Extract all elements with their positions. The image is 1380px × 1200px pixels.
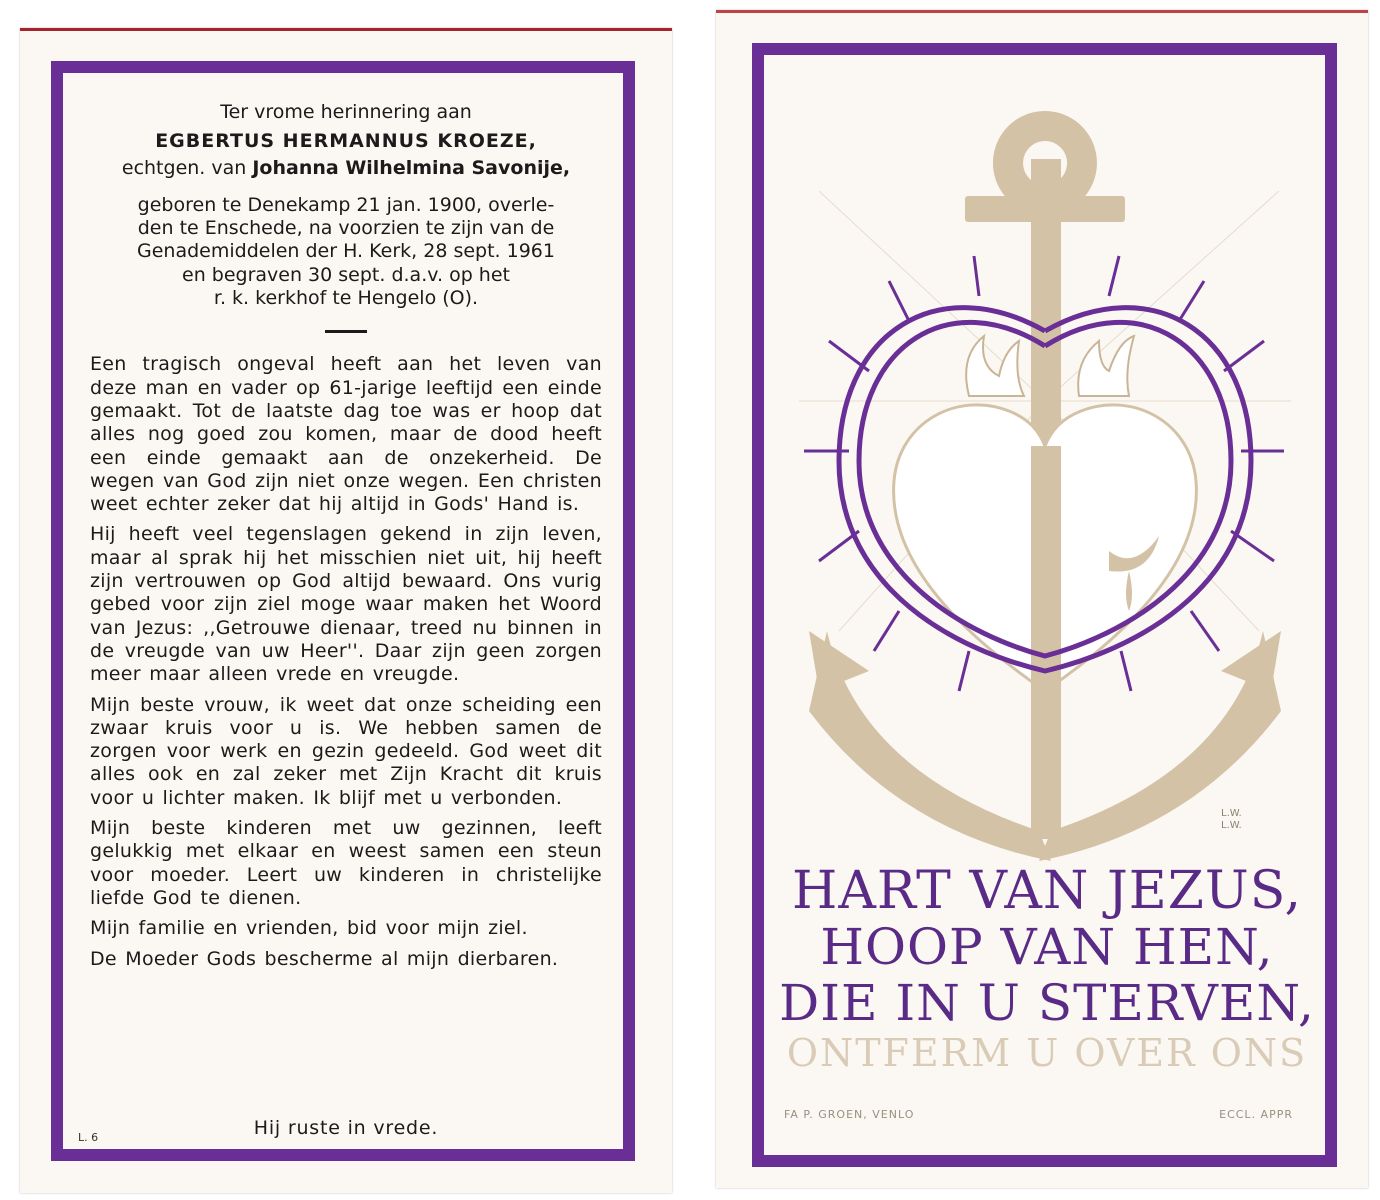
deceased-name: EGBERTUS HERMANNUS KROEZE, (155, 130, 537, 153)
birth-line: geboren te Denekamp 21 jan. 1900, overle- (137, 193, 555, 216)
birth-death-block (90, 194, 602, 310)
paragraph: Mijn familie en vrienden, bid voor mijn ziel. (90, 917, 528, 940)
paragraph: Hij heeft veel tegenslagen gekend in zijn leven, maar al sprak hij het misschien niet uit, hij heeft zijn vertrouwen op God altijd bewaard. Ons vurig gebed voor zijn ziel moge waar maken het Woord van Jezus: ,,Getrouwe dienaar, treed nu binnen in de vreugde van uw Heer''. Daar zijn geen zorgen meer maar alleen vrede en vreugde. (90, 523, 602, 686)
memorial-card-text-side (20, 28, 672, 1193)
motto-line: DIE IN U STERVEN, (779, 974, 1315, 1032)
divider-rule (325, 330, 367, 333)
paragraph: Mijn beste kinderen met uw gezinnen, leeft gelukkig met elkaar en weest samen een steun voor moeder. Leert uw kinderen in christelijke liefde God te dienen. (90, 817, 602, 909)
ecclesiastical-approval: ECCL. APPR (1219, 1108, 1293, 1121)
paragraph: Mijn beste vrouw, ik weet dat onze scheiding een zwaar kruis voor u is. We hebben samen de zorgen voor werk en gezin gedeeld. God weet dit alles ook en zal zeker met Zijn Kracht dit kruis voor u lichter maken. Ik blijf met u verbonden. (90, 693, 602, 809)
spouse-line (90, 157, 602, 180)
intro-line: Ter vrome herinnering aan (220, 101, 472, 123)
closing-line: Hij ruste in vrede. (253, 1117, 439, 1139)
motto-line: HOOP VAN HEN, (820, 918, 1274, 976)
motto-block (776, 863, 1318, 1075)
birth-line: Genademiddelen der H. Kerk, 28 sept. 1961 (137, 240, 555, 263)
anchor-shaft-overlay (1031, 446, 1061, 696)
card-code: L. 6 (78, 1131, 99, 1144)
paragraph: Een tragisch ongeval heeft aan het leven van deze man en vader op 61-jarige leeftijd een einde gemaakt. Tot de laatste dag toe was er hoop dat alles nog goed zou komen, maar de dood heeft een einde gemaakt aan de onzekerheid. De wegen van God zijn niet onze wegen. Een christen weet echter zeker dat hij altijd in Gods' Hand is. (90, 353, 602, 516)
spouse-prefix: echtgen. van (121, 156, 247, 179)
spouse-name: Johanna Wilhelmina Savonije, (252, 156, 571, 179)
memorial-card-image-side (716, 10, 1368, 1188)
birth-line: r. k. kerkhof te Hengelo (O). (213, 287, 479, 310)
artist-initials: L.W. L.W. (1221, 808, 1242, 831)
memorial-text (90, 101, 602, 971)
motto-line: HART VAN JEZUS, (791, 861, 1302, 921)
paragraph: De Moeder Gods bescherme al mijn dierbaren. (90, 947, 559, 970)
birth-line: en begraven 30 sept. d.a.v. op het (182, 263, 510, 286)
birth-line: den te Enschede, na voorzien te zijn van de (137, 217, 555, 240)
illustration (779, 71, 1311, 871)
printer-credit: FA P. GROEN, VENLO (784, 1108, 915, 1121)
motto-subline: ONTFERM U OVER ONS (786, 1031, 1308, 1075)
